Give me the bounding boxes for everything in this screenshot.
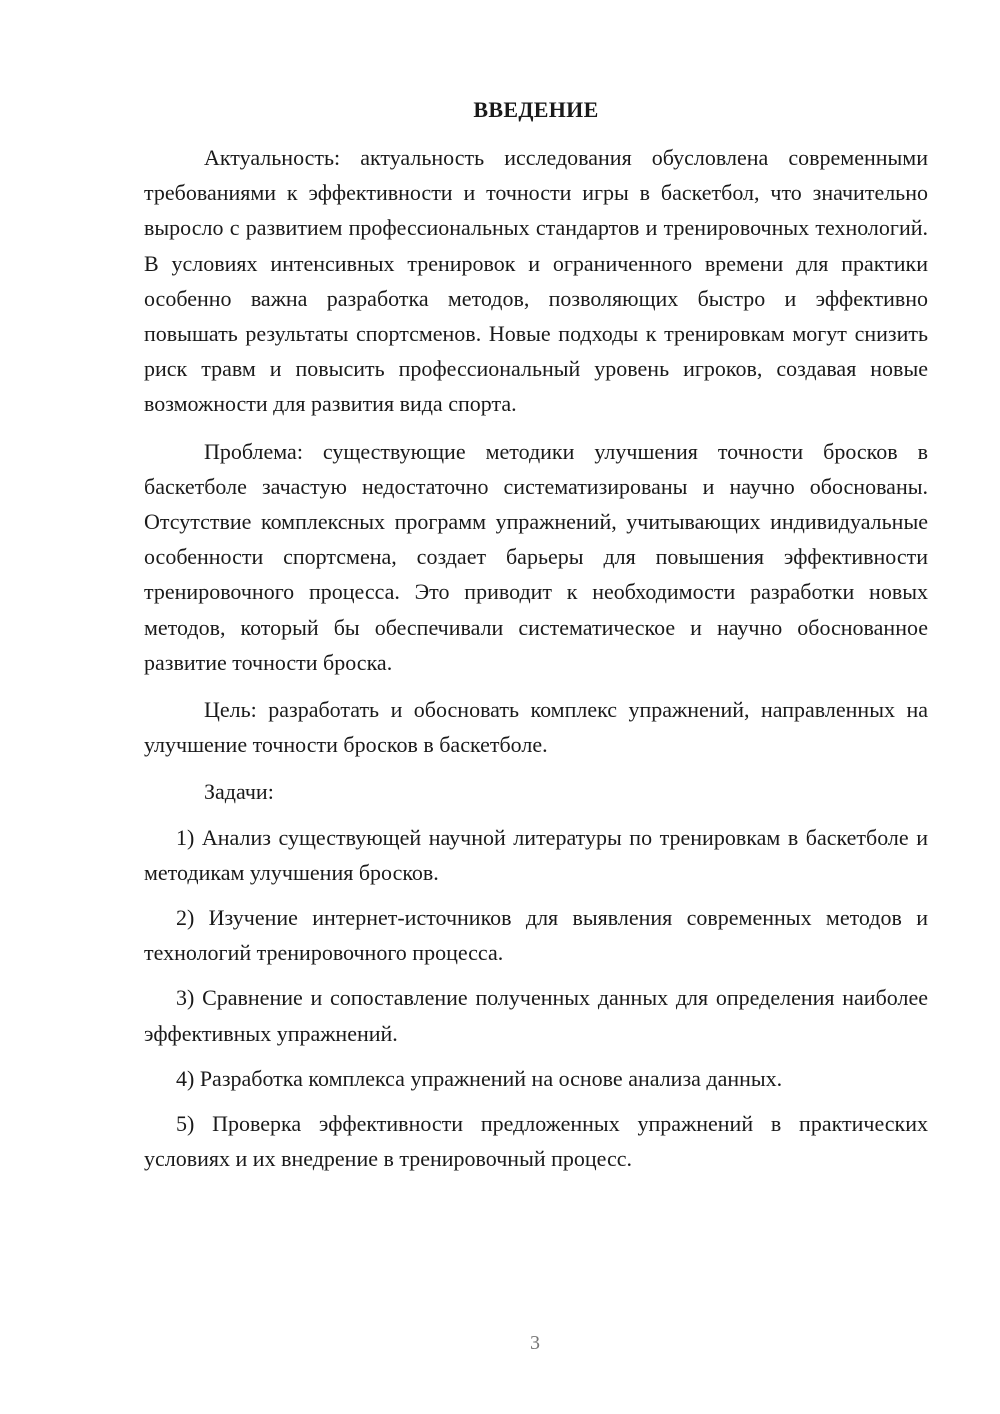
task-item-4: 4) Разработка комплекса упражнений на основе анализа данных. (176, 1065, 783, 1091)
task-item-1: 1) Анализ существующей научной литературы по тренировкам в баскетболе и методикам улучшения бросков. (144, 824, 928, 885)
task-item-5: 5) Проверка эффективности предложенных упражнений в практических условиях и их внедрение в тренировочный процесс. (144, 1111, 928, 1172)
task-item-3: 3) Сравнение и сопоставление полученных данных для определения наиболее эффективных упражнений. (144, 985, 928, 1046)
page-number: 3 (530, 1332, 540, 1354)
document-page (144, 92, 928, 1186)
paragraph-relevance: Актуальность: актуальность исследования обусловлена современными требованиями к эффективности и точности игры в баскетбол, что значительно выросло с развитием профессиональных стандартов и тренировочных технологий. В условиях интенсивных тренировок и ограниченного времени для практики особенно важна разработка методов, позволяющих быстро и эффективно повышать результаты спортсменов. Новые подходы к тренировкам могут снизить риск травм и повысить профессиональный уровень игроков, создавая новые возможности для развития вида спорта. (144, 145, 928, 417)
paragraph-goal: Цель: разработать и обосновать комплекс упражнений, направленных на улучшение точности бросков в баскетболе. (144, 697, 928, 758)
tasks-heading: Задачи: (204, 779, 274, 805)
section-title: ВВЕДЕНИЕ (473, 97, 599, 122)
task-item-2: 2) Изучение интернет-источников для выявления современных методов и технологий тренировочного процесса. (144, 905, 928, 966)
paragraph-problem: Проблема: существующие методики улучшения точности бросков в баскетболе зачастую недостаточно систематизированы и научно обоснованы. Отсутствие комплексных программ упражнений, учитывающих индивидуальные особенности спортсмена, создает барьеры для повышения эффективности тренировочного процесса. Это приводит к необходимости разработки новых методов, который бы обеспечивали систематическое и научно обоснованное развитие точности броска. (144, 438, 928, 675)
